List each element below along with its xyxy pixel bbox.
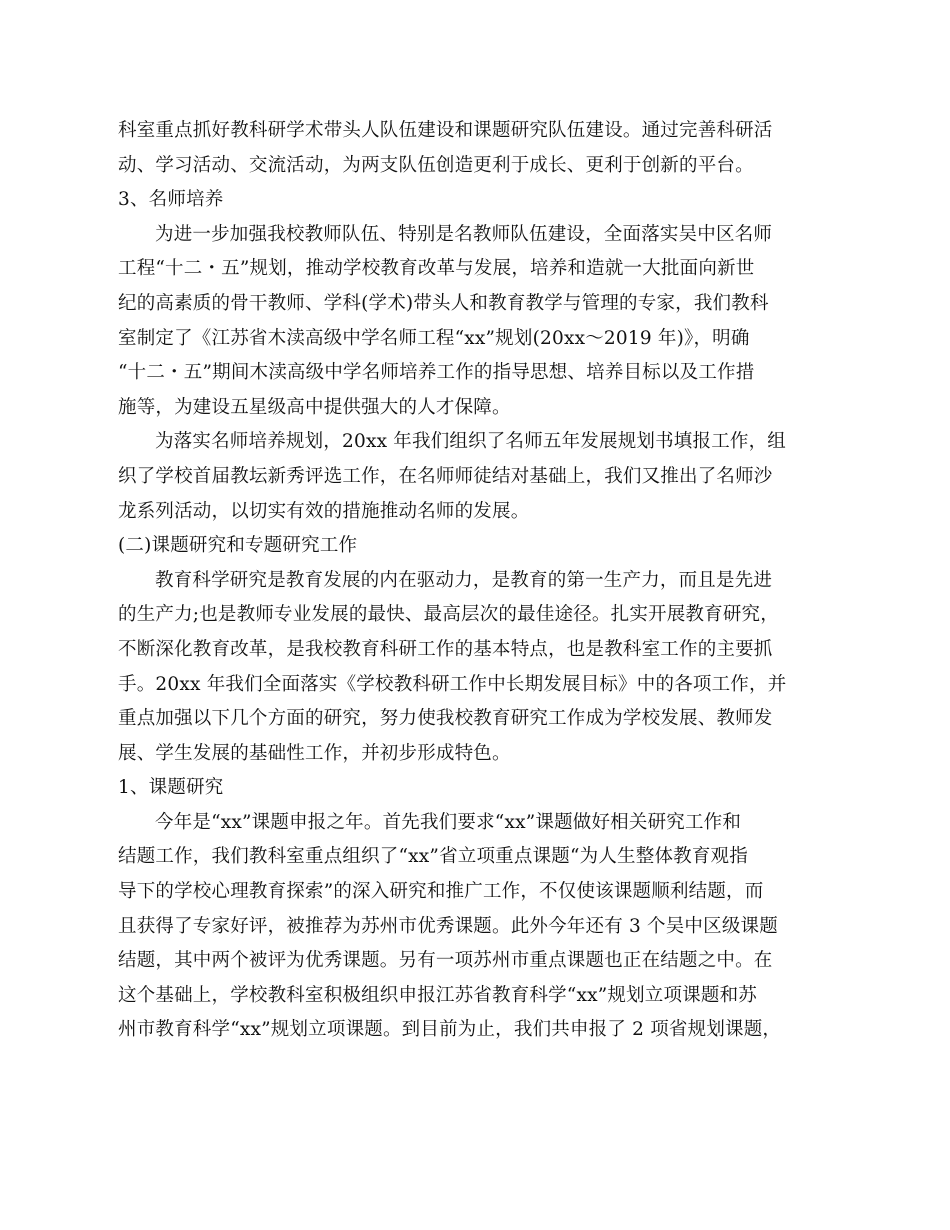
text-line: 的生产力;也是教师专业发展的最快、最高层次的最佳途径。扎实开展教育研究， <box>118 604 779 626</box>
text-line: 龙系列活动，以切实有效的措施推动名师的发展。 <box>118 500 530 522</box>
text-line: 动、学习活动、交流活动，为两支队伍创造更利于成长、更利于创新的平台。 <box>118 154 754 176</box>
text-line: 结题工作，我们教科室重点组织了“xx”省立项重点课题“为人生整体教育观指 <box>118 846 748 868</box>
text-line: 结题，其中两个被评为优秀课题。另有一项苏州市重点课题也正在结题之中。在 <box>118 950 773 972</box>
text-line: 且获得了专家好评，被推荐为苏州市优秀课题。此外今年还有 3 个吴中区级课题 <box>118 915 778 937</box>
text-line: 不断深化教育改革，是我校教育科研工作的基本特点，也是教科室工作的主要抓 <box>118 638 773 660</box>
section-heading-research: (二)课题研究和专题研究工作 <box>118 535 358 557</box>
paragraph-continued <box>118 114 808 183</box>
text-line: 重点加强以下几个方面的研究，努力使我校教育研究工作成为学校发展、教师发 <box>118 708 773 730</box>
text-line: “十二・五”期间木渎高级中学名师培养工作的指导思想、培养目标以及工作措 <box>118 362 755 384</box>
text-line: 织了学校首届教坛新秀评选工作，在名师师徒结对基础上，我们又推出了名师沙 <box>118 465 773 487</box>
document-body <box>118 114 808 1048</box>
section-heading-topic-research: 1、课题研究 <box>118 777 224 799</box>
text-line: 为落实名师培养规划，20xx 年我们组织了名师五年发展规划书填报工作，组 <box>155 431 786 453</box>
text-line: 导下的学校心理教育探索”的深入研究和推广工作，不仅使该课题顺利结题，而 <box>118 881 764 903</box>
text-line: 手。20xx 年我们全面落实《学校教科研工作中长期发展目标》中的各项工作，并 <box>118 673 787 695</box>
text-line: 为进一步加强我校教师队伍、特别是名教师队伍建设，全面落实吴中区名师 <box>155 223 773 245</box>
paragraph <box>118 564 808 772</box>
paragraph <box>118 218 808 426</box>
text-line: 施等，为建设五星级高中提供强大的人才保障。 <box>118 396 511 418</box>
text-line: 教育科学研究是教育发展的内在驱动力，是教育的第一生产力，而且是先进 <box>155 569 773 591</box>
text-line: 今年是“xx”课题申报之年。首先我们要求“xx”课题做好相关研究工作和 <box>155 811 742 833</box>
text-line: 展、学生发展的基础性工作，并初步形成特色。 <box>118 742 511 764</box>
paragraph <box>118 425 808 529</box>
text-line: 室制定了《江苏省木渎高级中学名师工程“xx”规划(20xx～2019 年)》，明确 <box>118 327 750 349</box>
paragraph <box>118 806 808 1048</box>
text-line: 这个基础上，学校教科室积极组织申报江苏省教育科学“xx”规划立项课题和苏 <box>118 984 757 1006</box>
text-line: 州市教育科学“xx”规划立项课题。到目前为止，我们共申报了 2 项省规划课题， <box>118 1019 782 1041</box>
section-heading-famous-teacher: 3、名师培养 <box>118 189 224 211</box>
text-line: 工程“十二・五”规划，推动学校教育改革与发展，培养和造就一大批面向新世 <box>118 258 755 280</box>
text-line: 科室重点抓好教科研学术带头人队伍建设和课题研究队伍建设。通过完善科研活 <box>118 120 773 141</box>
text-line: 纪的高素质的骨干教师、学科(学术)带头人和教育教学与管理的专家，我们教科 <box>118 292 769 314</box>
